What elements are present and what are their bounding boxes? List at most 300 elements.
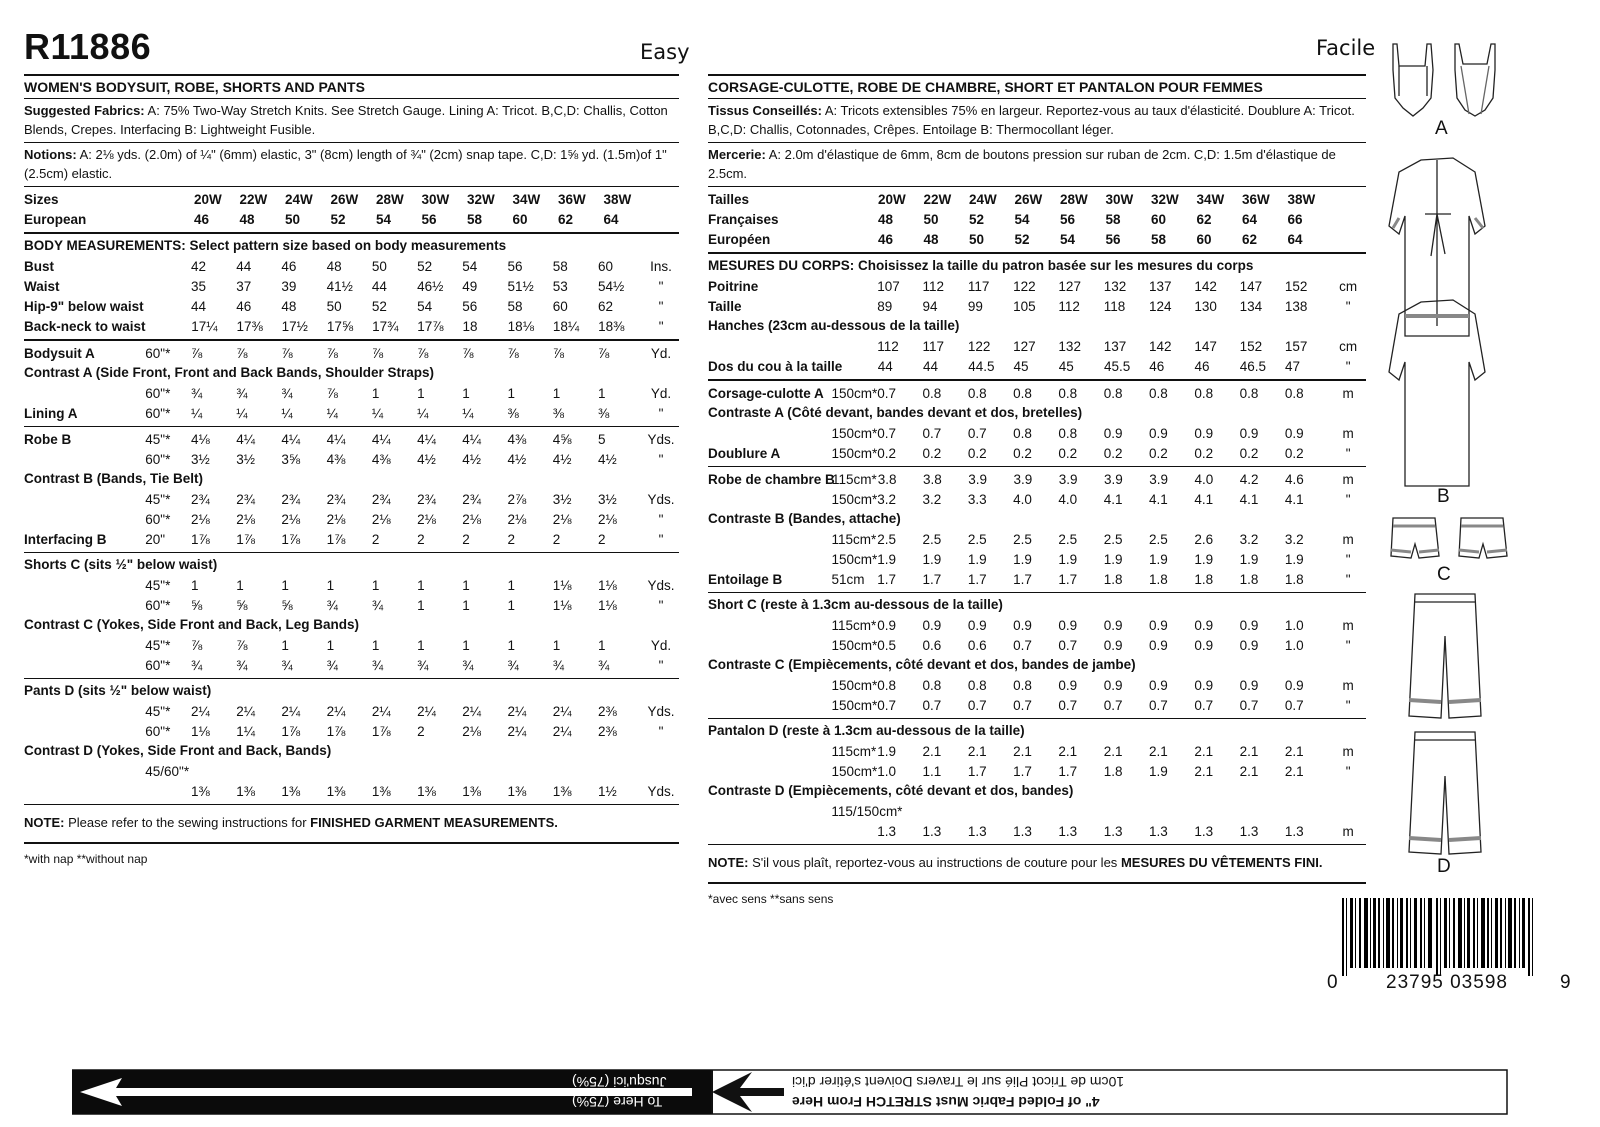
size-cell: 54 [1014, 211, 1030, 227]
value-cell: 0.7 [967, 697, 987, 713]
notions-label: Mercerie: [708, 147, 766, 162]
value-cell: 46 [236, 298, 252, 314]
unit-cell: " [1345, 697, 1351, 713]
value-cell: 1 [326, 577, 335, 593]
yardage-section [24, 553, 679, 679]
pants-d-front-icon [1409, 594, 1481, 718]
table-row [708, 695, 1366, 715]
value-cell: 1⅜ [462, 783, 482, 799]
value-cell: 118 [1103, 298, 1126, 314]
value-cell: 2 [371, 531, 380, 547]
value-cell: 1 [236, 577, 244, 593]
value-cell: 0.8 [922, 385, 942, 401]
sub-heading: Contrast B (Bands, Tie Belt) [24, 471, 204, 486]
value-cell: ⅞ [371, 345, 384, 361]
value-cell: 49 [462, 278, 478, 294]
value-cell: 1 [462, 597, 470, 613]
difficulty-en: Easy [640, 40, 690, 64]
value-cell: 2.1 [967, 743, 987, 759]
size-cell: 54 [376, 211, 392, 227]
value-cell: 41½ [326, 278, 353, 294]
value-cell: 1 [281, 577, 289, 593]
unit-cell: " [658, 657, 664, 673]
value-cell: 1.9 [1239, 551, 1259, 567]
value-cell: ¼ [281, 405, 293, 421]
row-label: Poitrine [708, 278, 759, 294]
value-cell: 2¼ [326, 703, 346, 719]
value-cell: 1.7 [922, 571, 942, 587]
european-row [24, 209, 679, 229]
value-cell: 3.9 [1104, 471, 1123, 487]
value-cell: 46.5 [1239, 358, 1267, 374]
size-cell: 34W [1196, 191, 1225, 207]
value-cell: ⅜ [552, 405, 564, 421]
value-cell: 1 [371, 577, 380, 593]
value-cell: 124 [1149, 298, 1172, 314]
value-cell: 1⅜ [236, 783, 255, 799]
value-cell: 0.9 [1194, 637, 1214, 653]
value-cell: 1 [371, 637, 380, 653]
table-row [708, 761, 1366, 781]
value-cell: ¾ [190, 385, 203, 401]
value-cell: 142 [1149, 338, 1172, 354]
value-cell: 4½ [462, 451, 482, 467]
value-cell: 60 [552, 298, 568, 314]
size-cell: 32W [1151, 191, 1179, 207]
value-cell: 1.9 [1103, 551, 1123, 567]
value-cell: 117 [922, 338, 945, 354]
value-cell: 1⅜ [190, 783, 210, 799]
size-cell: 62 [1242, 231, 1258, 247]
value-cell: 89 [877, 298, 893, 314]
fabric-width: 150cm* [831, 697, 878, 713]
value-cell: 1 [417, 597, 425, 613]
value-cell: 4¼ [326, 431, 346, 447]
table-row [24, 296, 679, 316]
value-cell: 2¾ [190, 491, 210, 507]
value-cell: 2⅛ [326, 511, 346, 527]
value-cell: 0.9 [1194, 617, 1214, 633]
value-cell: 3.9 [1058, 471, 1078, 487]
value-cell: 1.9 [877, 743, 897, 759]
value-cell: 17⅝ [326, 318, 354, 334]
gauge-line-fr: 10cm de Tricot Plié sur le Travers Doivent s'étirer d'ici [792, 1074, 1125, 1090]
note-bold: FINISHED GARMENT MEASUREMENTS. [310, 815, 558, 830]
value-cell: 0.2 [922, 445, 942, 461]
value-cell: ¼ [190, 405, 203, 421]
english-title: WOMEN'S BODYSUIT, ROBE, SHORTS AND PANTS [24, 74, 679, 99]
table-row [24, 701, 679, 721]
value-cell: 1⅞ [326, 723, 346, 739]
value-cell: 1 [462, 385, 470, 401]
difficulty-fr: Facile [1316, 36, 1376, 60]
fabric-width: 150cm* [831, 637, 878, 653]
value-cell: 56 [507, 258, 523, 274]
value-cell: 1⅞ [190, 531, 210, 547]
value-cell: 1 [552, 637, 561, 653]
value-cell: 0.9 [1149, 425, 1168, 441]
shorts-c-front-icon [1391, 518, 1439, 558]
value-cell: 99 [967, 298, 983, 314]
size-cell: 22W [923, 191, 952, 207]
sub-heading: Contrast C (Yokes, Side Front and Back, Leg Bands) [24, 617, 360, 632]
value-cell: 0.7 [877, 697, 897, 713]
size-cell: 36W [558, 191, 586, 207]
fabric-width: 150cm* [831, 385, 878, 401]
body-heading: MESURES DU CORPS: Choisissez la taille du patron basée sur les mesures du corps [708, 258, 1254, 273]
sub-heading: Contrast D (Yokes, Side Front and Back, Bands) [24, 743, 332, 758]
value-cell: 0.6 [922, 637, 942, 653]
table-row [24, 429, 679, 449]
value-cell: 1.9 [1149, 551, 1168, 567]
value-cell: 4.0 [1194, 471, 1214, 487]
value-cell: 17¼ [191, 318, 218, 334]
size-cell: 52 [969, 211, 985, 227]
unit-cell: cm [1339, 338, 1358, 354]
value-cell: 0.2 [877, 445, 897, 461]
value-cell: 2¼ [236, 703, 255, 719]
view-label-b: B [1437, 486, 1450, 507]
value-cell: 3½ [190, 451, 210, 467]
size-cell: 58 [467, 211, 483, 227]
table-row [708, 336, 1366, 356]
value-cell: 1⅛ [190, 723, 210, 739]
value-cell: 44 [877, 358, 893, 374]
value-cell: 1.3 [1284, 823, 1304, 839]
value-cell: 2.5 [1103, 531, 1123, 547]
table-row [708, 469, 1366, 489]
french-column [708, 74, 1366, 909]
value-cell: 0.7 [877, 425, 897, 441]
table-row [708, 276, 1366, 296]
value-cell: 0.7 [877, 385, 897, 401]
suggested-fabrics [24, 99, 679, 143]
size-cell: 34W [512, 191, 541, 207]
value-cell: 1 [597, 637, 606, 653]
value-cell: 0.2 [967, 445, 987, 461]
value-cell: 2¼ [281, 703, 301, 719]
value-cell: 1.9 [877, 551, 897, 567]
size-cell: 38W [1287, 191, 1316, 207]
yardage-section [708, 467, 1366, 593]
french-title: CORSAGE-CULOTTE, ROBE DE CHAMBRE, SHORT ET PANTALON POUR FEMMES [708, 74, 1366, 99]
europeen-values [876, 230, 1333, 249]
value-cell: 0.7 [1149, 697, 1168, 713]
value-cell: ¼ [417, 405, 429, 421]
value-cell: 1 [417, 637, 425, 653]
value-cell: 4¼ [236, 431, 255, 447]
value-cell: 44 [923, 358, 939, 374]
sizes-values [192, 190, 649, 209]
view-illustrations [1385, 36, 1575, 876]
value-cell: 112 [922, 278, 945, 294]
value-cell: 3.8 [923, 471, 942, 487]
value-cell: 2¾ [281, 491, 301, 507]
value-cell: 1.3 [1058, 823, 1078, 839]
size-cell: 64 [1287, 231, 1303, 247]
value-cell: 2⅛ [417, 511, 436, 527]
value-cell: ¾ [371, 657, 384, 673]
fabric-width: 150cm* [831, 677, 878, 693]
value-cell: 1.7 [1013, 763, 1032, 779]
value-cell: 52 [417, 258, 433, 274]
sizes-label: Sizes [24, 191, 59, 207]
size-cell: 28W [1060, 191, 1088, 207]
value-cell: 122 [1013, 278, 1036, 294]
barcode-right-digit: 9 [1560, 972, 1571, 993]
size-table [24, 187, 679, 234]
value-cell: 3½ [236, 451, 255, 467]
fabric-width: 150cm* [831, 445, 878, 461]
body-rows [24, 256, 679, 336]
value-cell: 0.7 [1058, 637, 1078, 653]
value-cell: 4.6 [1285, 471, 1304, 487]
unit-cell: Yd. [650, 385, 672, 401]
table-row [708, 356, 1366, 376]
value-cell: 2.1 [1284, 743, 1304, 759]
value-cell: 152 [1284, 278, 1308, 294]
value-cell: 2 [507, 531, 516, 547]
value-cell: 2¼ [507, 723, 527, 739]
value-cell: 0.7 [1013, 697, 1032, 713]
value-cell: ¾ [462, 657, 474, 673]
sub-heading: Contraste C (Empiècements, côté devant et dos, bandes de jambe) [708, 657, 1136, 672]
table-row [24, 383, 679, 403]
value-cell: 18⅛ [507, 318, 534, 334]
yardage-section [708, 593, 1366, 719]
size-cell: 64 [1242, 211, 1258, 227]
value-cell: 2.1 [1194, 743, 1214, 759]
unit-cell: Yd. [650, 637, 672, 653]
value-cell: 35 [190, 278, 207, 294]
value-cell: 1⅞ [236, 531, 255, 547]
value-cell: 1.0 [1284, 637, 1304, 653]
table-row [24, 489, 679, 509]
body-heading: BODY MEASUREMENTS: Select pattern size based on body measurements [24, 238, 507, 253]
value-cell: 1.3 [1149, 823, 1168, 839]
value-cell: 2⅛ [190, 511, 210, 527]
value-cell: 2.1 [1239, 763, 1259, 779]
size-cell: 46 [194, 211, 210, 227]
size-cell: 26W [1014, 191, 1043, 207]
value-cell: 2.5 [1013, 531, 1032, 547]
value-cell: 2 [552, 531, 561, 547]
value-cell: ⅞ [281, 345, 293, 361]
value-cell: 45.5 [1104, 358, 1131, 374]
value-cell: ¾ [236, 385, 248, 401]
value-cell: 2⅛ [597, 511, 617, 527]
table-row [708, 383, 1366, 403]
value-cell: 1.7 [1013, 571, 1032, 587]
sub-heading: Hanches (23cm au-dessous de la taille) [708, 318, 960, 333]
table-row [24, 343, 679, 363]
value-cell: 4⅛ [190, 431, 210, 447]
unit-cell: m [1342, 743, 1354, 759]
size-cell: 38W [603, 191, 632, 207]
yardage-sections [708, 381, 1366, 845]
size-cell: 64 [603, 211, 619, 227]
value-cell: 4.1 [1149, 491, 1168, 507]
unit-cell: " [1345, 763, 1351, 779]
value-cell: ⅞ [236, 345, 248, 361]
value-cell: 54 [417, 298, 433, 314]
fabric-width: 115cm* [832, 471, 877, 487]
value-cell: 4⅜ [371, 451, 391, 467]
value-cell: 2¼ [462, 703, 482, 719]
value-cell: 17¾ [372, 318, 399, 334]
size-cell: 48 [239, 211, 255, 227]
size-cell: 24W [285, 191, 313, 207]
table-row [24, 529, 679, 549]
size-cell: 28W [376, 191, 404, 207]
size-cell: 48 [878, 211, 894, 227]
value-cell: 2.5 [967, 531, 987, 547]
value-cell: 1 [417, 385, 425, 401]
value-cell: 4.1 [1284, 491, 1304, 507]
table-row [708, 443, 1366, 463]
value-cell: 1.1 [922, 763, 942, 779]
value-cell: 137 [1149, 278, 1172, 294]
value-cell: 3.9 [1013, 471, 1033, 487]
size-cell: 32W [467, 191, 495, 207]
value-cell: 2¼ [417, 703, 436, 719]
value-cell: 0.9 [1103, 677, 1123, 693]
value-cell: 0.8 [922, 677, 942, 693]
value-cell: 2¾ [236, 491, 255, 507]
value-cell: 0.8 [1013, 385, 1032, 401]
row-label: Lining A [24, 405, 78, 421]
value-cell: 58 [507, 298, 523, 314]
fabric-width: 115cm* [831, 531, 877, 547]
jusqu-ici: Jusqu'ici (75%) [572, 1074, 667, 1090]
value-cell: 1.9 [1284, 551, 1304, 567]
value-cell: 0.7 [1194, 697, 1214, 713]
value-cell: 0.7 [1013, 637, 1032, 653]
size-table [708, 187, 1366, 254]
value-cell: ⅞ [552, 345, 564, 361]
unit-cell: m [1342, 823, 1354, 839]
value-cell: 1.7 [1058, 571, 1078, 587]
table-row [24, 276, 679, 296]
value-cell: 2.1 [1149, 743, 1168, 759]
table-row [708, 821, 1366, 841]
value-cell: 2.1 [1058, 743, 1078, 759]
value-cell: 127 [1013, 338, 1036, 354]
value-cell: 0.9 [1284, 425, 1304, 441]
value-cell: ¾ [507, 657, 519, 673]
fabric-width: 45"* [145, 703, 171, 719]
value-cell: 4½ [597, 451, 617, 467]
size-cell: 50 [285, 211, 301, 227]
value-cell: 0.9 [1103, 425, 1123, 441]
footnote-fr: *avec sens **sans sens [708, 892, 834, 906]
table-row [24, 256, 679, 276]
unit-cell: Ins. [650, 258, 672, 274]
value-cell: ¾ [326, 597, 338, 613]
value-cell: 132 [1058, 338, 1081, 354]
size-cell: 36W [1242, 191, 1270, 207]
value-cell: 130 [1194, 298, 1217, 314]
unit-cell: Yds. [647, 783, 675, 799]
footnote-en: *with nap **without nap [24, 852, 148, 866]
sub-heading: Pants D (sits ½" below waist) [24, 683, 212, 698]
francaises-row [708, 209, 1366, 229]
value-cell: 47 [1285, 358, 1301, 374]
value-cell: ¼ [371, 405, 384, 421]
value-cell: 3.8 [877, 471, 897, 487]
value-cell: 2 [417, 723, 425, 739]
value-cell: 2.5 [922, 531, 942, 547]
body-rows [708, 276, 1366, 376]
value-cell: 1 [507, 637, 516, 653]
value-cell: ⅝ [190, 597, 203, 613]
row-label: Doublure A [708, 445, 781, 461]
table-row [708, 615, 1366, 635]
value-cell: 1.3 [1103, 823, 1123, 839]
value-cell: ⅞ [190, 345, 203, 361]
value-cell: ¾ [371, 597, 384, 613]
value-cell: 0.9 [1058, 617, 1078, 633]
value-cell: 2¼ [190, 703, 210, 719]
fabric-width: 150cm* [831, 763, 878, 779]
value-cell: 1¼ [236, 723, 255, 739]
value-cell: 0.2 [1284, 445, 1304, 461]
value-cell: 3.9 [968, 471, 988, 487]
row-label: Taille [708, 298, 742, 314]
unit-cell: m [1342, 385, 1354, 401]
value-cell: 4.1 [1194, 491, 1214, 507]
value-cell: 1.3 [1013, 823, 1032, 839]
value-cell: ¾ [417, 657, 429, 673]
francaises-values [876, 210, 1333, 229]
unit-cell: " [658, 298, 664, 314]
table-row [24, 403, 679, 423]
size-cell: 60 [512, 211, 528, 227]
value-cell: 4¼ [462, 431, 482, 447]
value-cell: 0.9 [1149, 677, 1168, 693]
value-cell: 1.0 [1284, 617, 1304, 633]
value-cell: 2⅛ [552, 511, 572, 527]
value-cell: 4⅜ [326, 451, 346, 467]
value-cell: 0.8 [1149, 385, 1168, 401]
row-label: Corsage-culotte A [708, 385, 824, 401]
size-cell: 50 [969, 231, 985, 247]
value-cell: 0.9 [1058, 677, 1078, 693]
value-cell: 2¼ [552, 703, 572, 719]
size-cell: 26W [330, 191, 359, 207]
tissus-conseilles [708, 99, 1366, 143]
value-cell: ⅞ [236, 637, 248, 653]
value-cell: 2.1 [1013, 743, 1032, 759]
value-cell: 46½ [417, 278, 444, 294]
value-cell: 4.1 [1239, 491, 1259, 507]
size-cell: 62 [558, 211, 574, 227]
unit-cell: " [1345, 358, 1351, 374]
pattern-number: R11886 [24, 26, 152, 67]
value-cell: 2¾ [371, 491, 391, 507]
value-cell: 58 [552, 258, 568, 274]
value-cell: 17½ [281, 318, 308, 334]
note-label: NOTE: [24, 815, 65, 830]
value-cell: ⅜ [507, 405, 519, 421]
value-cell: 132 [1103, 278, 1127, 294]
value-cell: 44 [371, 278, 387, 294]
value-cell: 2.1 [1239, 743, 1259, 759]
fabric-width: 60"* [145, 597, 171, 613]
value-cell: 50 [371, 258, 387, 274]
value-cell: ¾ [190, 657, 203, 673]
unit-cell: Yds. [647, 431, 675, 447]
